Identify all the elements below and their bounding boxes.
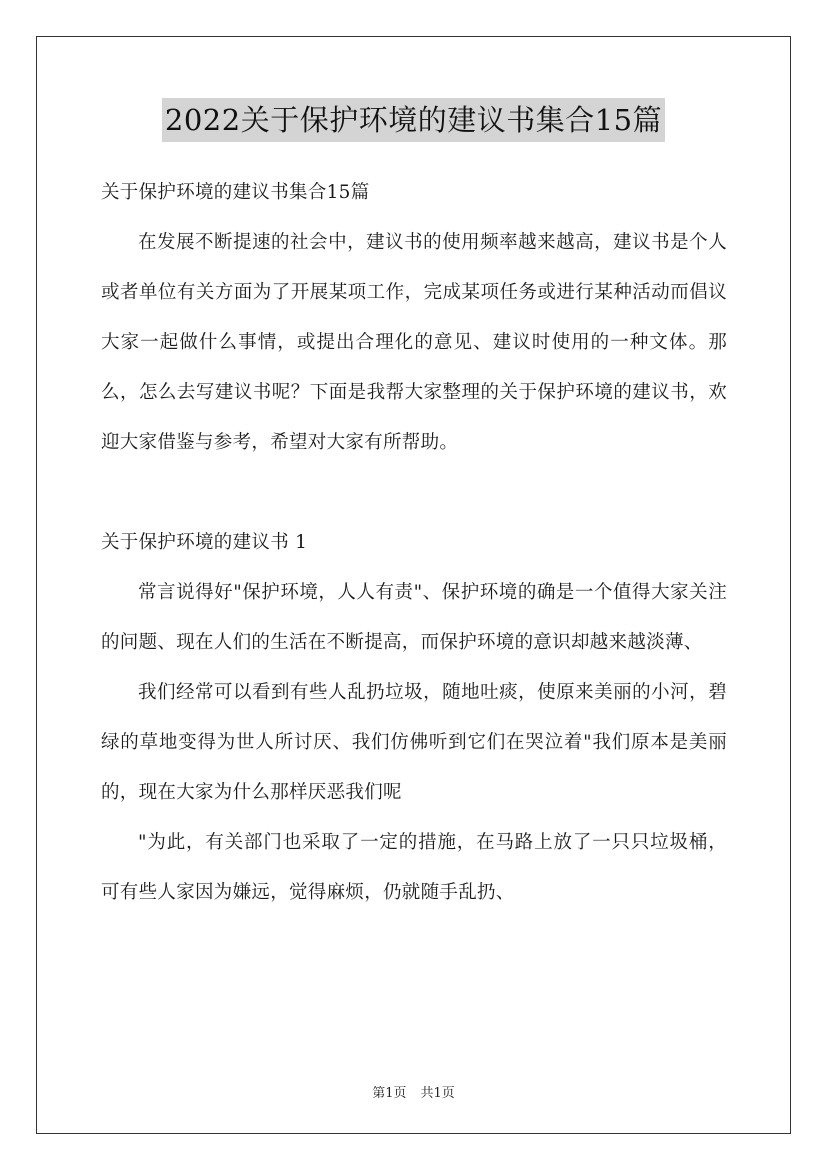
section-heading: 关于保护环境的建议书 1	[101, 532, 308, 553]
intro-paragraph: 在发展不断提速的社会中，建议书的使用频率越来越高，建议书是个人或者单位有关方面为了开展某项工作，完成某项任务或进行某种活动而倡议大家一起做什么事情，或提出合理化的意见、建议时使用的一种文体。那么，怎么去写建议书呢？下面是我帮大家整理的关于保护环境的建议书，欢迎大家借鉴与参考，希望对大家有所帮助。	[101, 232, 727, 453]
page-footer	[0, 1082, 827, 1101]
page-number: 第1页	[372, 1086, 407, 1101]
body-paragraph: "为此，有关部门也采取了一定的措施，在马路上放了一只只垃圾桶，可有些人家因为嫌远，觉得麻烦，仍就随手乱扔、	[101, 832, 727, 903]
document-title: 2022关于保护环境的建议书集合15篇	[162, 98, 665, 142]
blank-line	[101, 468, 727, 518]
document-body	[101, 168, 727, 918]
body-paragraph: 常言说得好"保护环境，人人有责"、保护环境的确是一个值得大家关注的问题、现在人们的生活在不断提高，而保护环境的意识却越来越淡薄、	[101, 582, 727, 653]
document-subtitle: 关于保护环境的建议书集合15篇	[101, 182, 370, 203]
title-container	[0, 98, 827, 142]
page-total: 共1页	[420, 1086, 455, 1101]
body-paragraph: 我们经常可以看到有些人乱扔垃圾，随地吐痰，使原来美丽的小河，碧绿的草地变得为世人所讨厌、我们仿佛听到它们在哭泣着"我们原本是美丽的，现在大家为什么那样厌恶我们呢	[101, 682, 727, 803]
